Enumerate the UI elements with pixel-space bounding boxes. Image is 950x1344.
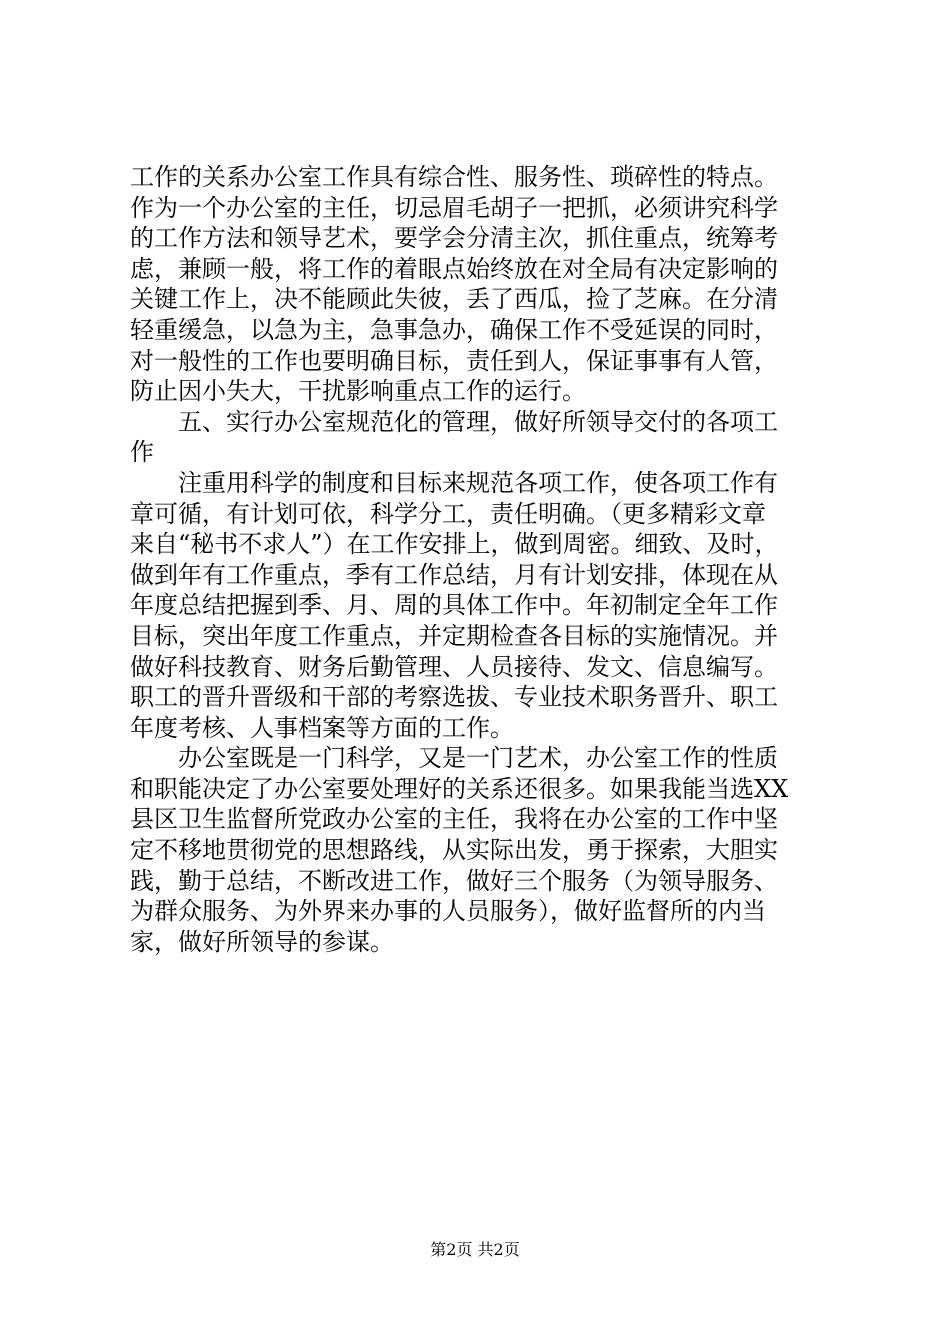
text-line: 践，勤于总结，不断改进工作，做好三个服务（为领导服务、 [130, 866, 778, 895]
text-line: 对一般性的工作也要明确目标，责任到人，保证事事有人管， [130, 346, 778, 375]
text-line: 家，做好所领导的参谋。 [130, 927, 394, 956]
text-line: 为群众服务、为外界来办事的人员服务），做好监督所的内当 [130, 897, 766, 926]
text-line: 做好科技教育、财务后勤管理、人员接待、发文、信息编写。 [130, 652, 778, 681]
text-line: 注重用科学的制度和目标来规范各项工作，使各项工作有 [130, 468, 778, 497]
text-line: 年度总结把握到季、月、周的具体工作中。年初制定全年工作 [130, 591, 778, 620]
text-line: 县区卫生监督所党政办公室的主任，我将在办公室的工作中坚 [130, 805, 778, 834]
text-line: 职工的晋升晋级和干部的考察选拔、专业技术职务晋升、职工 [130, 683, 778, 712]
text-line: 关键工作上，决不能顾此失彼，丢了西瓜，捡了芝麻。在分清 [130, 285, 778, 314]
text-line: 章可循，有计划可依，科学分工，责任明确。（更多精彩文章 [130, 499, 766, 528]
section-heading-line: 五、实行办公室规范化的管理，做好所领导交付的各项工 [130, 407, 778, 436]
text-line: 的工作方法和领导艺术，要学会分清主次，抓住重点，统筹考 [130, 224, 778, 253]
text-line: 轻重缓急，以急为主，急事急办，确保工作不受延误的同时， [130, 315, 778, 344]
document-body [130, 162, 832, 957]
text-line: 和职能决定了办公室要处理好的关系还很多。如果我能当选XX [130, 774, 789, 803]
text-line: 来自“秘书不求人”）在工作安排上，做到周密。细致、及时， [130, 530, 779, 559]
text-line: 虑，兼顾一般，将工作的着眼点始终放在对全局有决定影响的 [130, 254, 778, 283]
text-line: 办公室既是一门科学，又是一门艺术，办公室工作的性质 [130, 744, 778, 773]
page-number-label: 第2页 共2页 [430, 1240, 520, 1259]
text-line: 防止因小失大，干扰影响重点工作的运行。 [130, 377, 586, 406]
text-line: 年度考核、人事档案等方面的工作。 [130, 713, 514, 742]
text-line: 定不移地贯彻党的思想路线，从实际出发，勇于探索，大胆实 [130, 836, 778, 865]
section-heading-line: 作 [130, 438, 154, 467]
text-line: 作为一个办公室的主任，切忌眉毛胡子一把抓，必须讲究科学 [130, 193, 778, 222]
page-footer [0, 1240, 950, 1260]
text-line: 做到年有工作重点，季有工作总结，月有计划安排，体现在从 [130, 560, 778, 589]
text-line: 工作的关系办公室工作具有综合性、服务性、琐碎性的特点。 [130, 163, 778, 191]
text-line: 目标，突出年度工作重点，并定期检查各目标的实施情况。并 [130, 621, 778, 650]
